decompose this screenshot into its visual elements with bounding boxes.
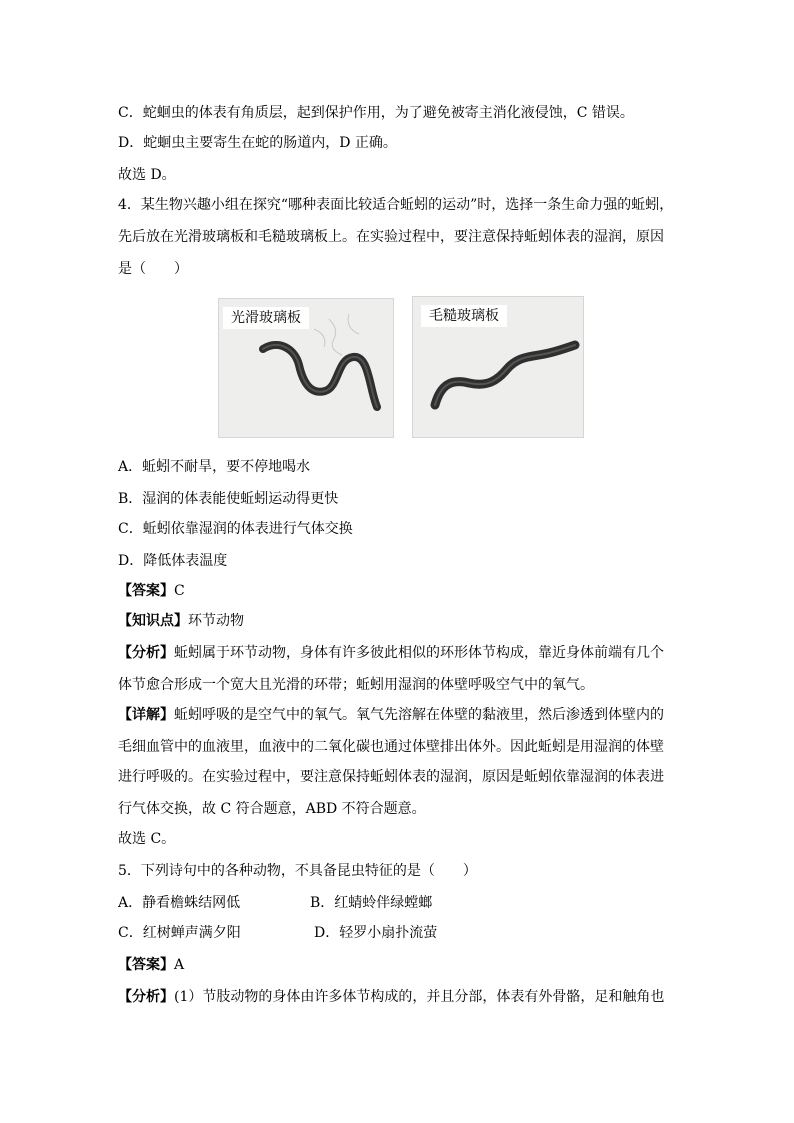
- answer-tag: 【答案】: [118, 583, 174, 599]
- analysis-text-1: 蚯蚓属于环节动物，身体有许多彼此相似的环形体节构成，靠近身体前端有几个: [174, 645, 664, 661]
- question-4-option-d: D．降低体表温度: [118, 553, 228, 569]
- analysis-line-2: 体节愈合形成一个宽大且光滑的环带；蚯蚓用湿润的体壁呼吸空气中的氧气。: [118, 677, 594, 693]
- knowledge-tag: 【知识点】: [118, 613, 188, 629]
- question-4-option-c: C．蚯蚓依靠湿润的体表进行气体交换: [118, 521, 353, 537]
- question-5-option-d: D．轻罗小扇扑流萤: [314, 925, 438, 941]
- smooth-glass-label: 光滑玻璃板: [223, 307, 309, 329]
- question-4-line-3: 是（ ）: [118, 261, 188, 277]
- select-conclusion-2: 故选 C。: [118, 831, 176, 847]
- analysis-2-line-1: [118, 988, 664, 1006]
- detail-text-1: 蚯蚓呼吸的是空气中的氧气。氧气先溶解在体壁的黏液里，然后渗透到体壁内的: [174, 707, 664, 723]
- answer-value: C: [174, 583, 185, 599]
- detail-line-2: 毛细血管中的血液里，血液中的二氧化碳也通过体壁排出体外。因此蚯蚓是用湿润的体壁: [118, 739, 664, 755]
- question-4-line-1: 4．某生物兴趣小组在探究“哪种表面比较适合蚯蚓的运动”时，选择一条生命力强的蚯蚓，: [118, 197, 674, 213]
- analysis-tag-2: 【分析】: [118, 989, 174, 1005]
- detail-line-1: [118, 706, 664, 724]
- select-conclusion: 故选 D。: [118, 167, 176, 183]
- question-4-option-a: A．蚯蚓不耐旱，要不停地喝水: [118, 459, 311, 475]
- detail-tag: 【详解】: [118, 707, 174, 723]
- option-d-explanation: D．蛇蛔虫主要寄生在蛇的肠道内，D 正确。: [118, 135, 397, 151]
- knowledge-row: [118, 612, 244, 630]
- detail-line-3: 进行呼吸的。在实验过程中，要注意保持蚯蚓体表的湿润，原因是蚯蚓依靠湿润的体表进: [118, 769, 664, 785]
- question-5-option-a: A．静看檐蛛结网低: [118, 895, 241, 911]
- earthworm-smooth-glass-photo: [218, 298, 394, 438]
- detail-line-4: 行气体交换，故 C 符合题意，ABD 不符合题意。: [118, 801, 426, 817]
- question-4-option-b: B．湿润的体表能使蚯蚓运动得更快: [118, 491, 339, 507]
- answer-row-2: [118, 956, 184, 974]
- question-5-option-b: B．红蜻蛉伴绿螳螂: [310, 895, 433, 911]
- option-c-explanation: C．蛇蛔虫的体表有角质层，起到保护作用，为了避免被寄主消化液侵蚀，C 错误。: [118, 105, 634, 121]
- answer-tag-2: 【答案】: [118, 957, 174, 973]
- earthworm-rough-glass-photo: [412, 296, 584, 438]
- knowledge-value: 环节动物: [188, 613, 244, 629]
- analysis-2-text-1: (1）节肢动物的身体由许多体节构成的，并且分部，体表有外骨骼，足和触角也: [174, 989, 665, 1005]
- analysis-tag: 【分析】: [118, 645, 174, 661]
- question-4-line-2: 先后放在光滑玻璃板和毛糙玻璃板上。在实验过程中，要注意保持蚯蚓体表的湿润，原因: [118, 229, 664, 245]
- answer-value-2: A: [174, 957, 185, 973]
- question-5-option-c: C．红树蝉声满夕阳: [118, 925, 241, 941]
- answer-row: [118, 582, 185, 600]
- rough-glass-label: 毛糙玻璃板: [421, 305, 507, 327]
- question-5-line: 5．下列诗句中的各种动物，不具备昆虫特征的是（ ）: [118, 863, 477, 879]
- analysis-line-1: [118, 644, 664, 662]
